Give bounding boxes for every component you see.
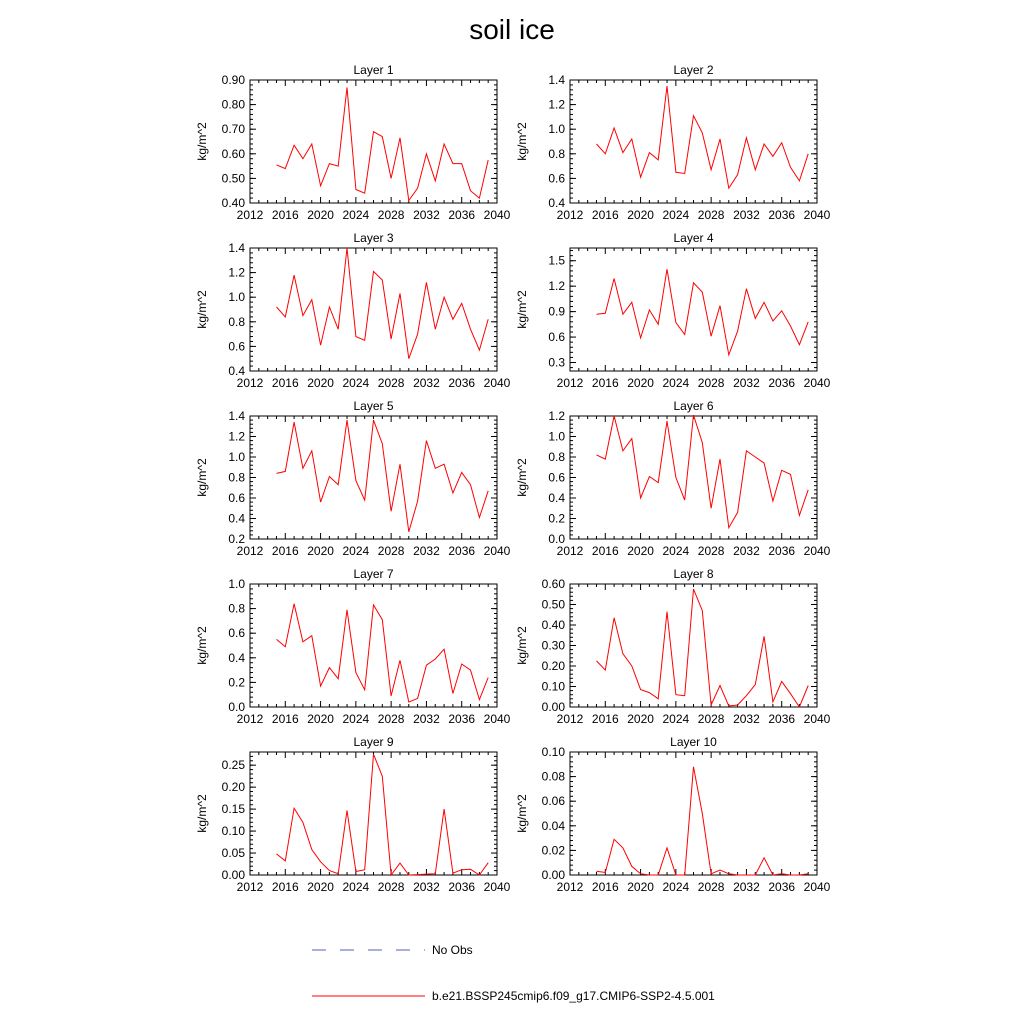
x-tick-label: 2028 xyxy=(697,376,725,390)
x-tick-label: 2040 xyxy=(803,544,831,558)
panel-title: Layer 9 xyxy=(353,735,394,749)
y-tick-label: 0.20 xyxy=(541,659,565,673)
panel-title: Layer 7 xyxy=(353,567,394,581)
x-tick-label: 2020 xyxy=(307,880,334,894)
y-tick-label: 0.8 xyxy=(228,470,245,485)
x-tick-label: 2024 xyxy=(342,880,370,894)
x-tick-label: 2036 xyxy=(768,208,796,222)
y-tick-label: 0.10 xyxy=(541,745,565,759)
x-tick-label: 2036 xyxy=(448,544,476,558)
x-tick-label: 2032 xyxy=(413,712,440,726)
x-tick-label: 2036 xyxy=(768,712,796,726)
x-tick-label: 2012 xyxy=(236,880,264,894)
y-tick-label: 0.8 xyxy=(228,314,245,329)
x-tick-label: 2020 xyxy=(307,376,334,390)
x-tick-label: 2040 xyxy=(803,712,831,726)
x-tick-label: 2020 xyxy=(627,544,654,558)
x-tick-label: 2032 xyxy=(733,376,760,390)
y-tick-label: 0.40 xyxy=(541,618,565,632)
y-tick-label: 0.50 xyxy=(541,597,565,612)
x-tick-label: 2016 xyxy=(271,712,299,726)
y-tick-label: 1.2 xyxy=(228,265,245,280)
y-tick-label: 1.2 xyxy=(548,279,565,294)
x-tick-label: 2024 xyxy=(662,712,690,726)
panel-title: Layer 8 xyxy=(673,567,714,581)
y-tick-label: 0.4 xyxy=(228,511,245,526)
y-tick-label: 0.2 xyxy=(228,675,245,690)
x-tick-label: 2032 xyxy=(733,880,760,894)
panel-layer-6 xyxy=(515,399,831,558)
panel-title: Layer 3 xyxy=(353,231,394,245)
panel-layer-5 xyxy=(195,399,511,558)
x-tick-label: 2024 xyxy=(662,880,690,894)
y-tick-label: 0.08 xyxy=(541,769,565,784)
x-tick-label: 2016 xyxy=(591,208,619,222)
y-tick-label: 1.0 xyxy=(228,450,245,464)
y-tick-label: 0.0 xyxy=(548,532,565,546)
y-tick-label: 0.9 xyxy=(548,304,565,319)
x-tick-label: 2024 xyxy=(342,712,370,726)
x-tick-label: 2028 xyxy=(377,544,405,558)
y-tick-label: 0.4 xyxy=(228,650,245,665)
y-tick-label: 1.5 xyxy=(548,253,565,268)
y-tick-label: 0.2 xyxy=(548,511,565,526)
y-axis-label: kg/m^2 xyxy=(515,122,529,161)
y-tick-label: 0.3 xyxy=(548,355,565,370)
panel-layer-9 xyxy=(195,735,511,894)
x-tick-label: 2028 xyxy=(377,376,405,390)
panel-layer-3 xyxy=(195,231,511,390)
panel-layer-8 xyxy=(515,567,831,726)
x-tick-label: 2012 xyxy=(556,208,584,222)
x-tick-label: 2040 xyxy=(483,880,511,894)
legend-item xyxy=(312,943,473,957)
x-tick-label: 2036 xyxy=(448,712,476,726)
x-tick-label: 2020 xyxy=(627,880,654,894)
y-tick-label: 0.6 xyxy=(228,339,245,354)
plot-frame xyxy=(250,584,497,707)
x-tick-label: 2032 xyxy=(413,376,440,390)
y-tick-label: 1.2 xyxy=(548,97,565,112)
x-tick-label: 2032 xyxy=(413,880,440,894)
x-tick-label: 2016 xyxy=(591,376,619,390)
x-tick-label: 2028 xyxy=(697,208,725,222)
x-tick-label: 2032 xyxy=(733,544,760,558)
y-tick-label: 0.04 xyxy=(541,818,565,833)
series-line xyxy=(597,589,809,707)
x-tick-label: 2016 xyxy=(591,880,619,894)
y-tick-label: 1.2 xyxy=(548,409,565,423)
y-tick-label: 0.6 xyxy=(548,470,565,485)
x-tick-label: 2016 xyxy=(591,712,619,726)
plot-frame xyxy=(570,80,817,203)
y-tick-label: 0.25 xyxy=(221,758,245,773)
y-tick-label: 1.2 xyxy=(228,429,245,444)
x-tick-label: 2020 xyxy=(627,208,654,222)
series-line xyxy=(597,415,809,528)
y-tick-label: 0.02 xyxy=(541,843,565,858)
y-tick-label: 1.0 xyxy=(548,122,565,137)
y-axis-label: kg/m^2 xyxy=(515,290,529,329)
panel-layer-10 xyxy=(515,735,831,894)
x-tick-label: 2016 xyxy=(271,880,299,894)
y-tick-label: 0.00 xyxy=(221,868,245,882)
x-tick-label: 2036 xyxy=(448,376,476,390)
x-tick-label: 2032 xyxy=(733,208,760,222)
y-tick-label: 0.80 xyxy=(221,97,245,112)
x-tick-label: 2024 xyxy=(662,544,690,558)
x-tick-label: 2036 xyxy=(768,544,796,558)
x-tick-label: 2012 xyxy=(236,376,264,390)
x-tick-label: 2020 xyxy=(307,712,334,726)
x-tick-label: 2040 xyxy=(483,376,511,390)
x-tick-label: 2012 xyxy=(556,544,584,558)
panel-title: Layer 6 xyxy=(673,399,714,413)
series-line xyxy=(277,754,489,875)
x-tick-label: 2040 xyxy=(803,880,831,894)
panel-title: Layer 10 xyxy=(670,735,717,749)
y-tick-label: 0.10 xyxy=(541,679,565,694)
x-tick-label: 2028 xyxy=(377,712,405,726)
x-tick-label: 2012 xyxy=(236,712,264,726)
y-tick-label: 0.8 xyxy=(228,601,245,616)
y-tick-label: 0.90 xyxy=(221,73,245,87)
x-tick-label: 2024 xyxy=(662,208,690,222)
x-tick-label: 2020 xyxy=(307,208,334,222)
panel-title: Layer 5 xyxy=(353,399,394,413)
legend-label: No Obs xyxy=(432,943,473,957)
y-tick-label: 0.6 xyxy=(548,171,565,186)
y-axis-label: kg/m^2 xyxy=(515,458,529,497)
y-tick-label: 0.40 xyxy=(221,196,245,210)
y-tick-label: 0.10 xyxy=(221,824,245,839)
plot-frame xyxy=(250,80,497,203)
x-tick-label: 2032 xyxy=(413,208,440,222)
x-tick-label: 2040 xyxy=(803,208,831,222)
x-tick-label: 2036 xyxy=(448,880,476,894)
panel-layer-4 xyxy=(515,231,831,390)
y-tick-label: 1.0 xyxy=(548,429,565,444)
y-axis-label: kg/m^2 xyxy=(195,626,209,665)
y-tick-label: 0.00 xyxy=(541,700,565,714)
x-tick-label: 2020 xyxy=(307,544,334,558)
x-tick-label: 2012 xyxy=(556,880,584,894)
y-tick-label: 1.4 xyxy=(228,241,245,255)
x-tick-label: 2012 xyxy=(236,208,264,222)
x-tick-label: 2040 xyxy=(483,544,511,558)
panel-title: Layer 4 xyxy=(673,231,714,245)
series-line xyxy=(277,87,489,200)
y-tick-label: 0.50 xyxy=(221,171,245,186)
y-tick-label: 0.6 xyxy=(548,330,565,345)
x-tick-label: 2012 xyxy=(556,712,584,726)
panel-title: Layer 2 xyxy=(673,63,714,77)
panel-layer-1 xyxy=(195,63,511,222)
x-tick-label: 2024 xyxy=(662,376,690,390)
x-tick-label: 2028 xyxy=(697,544,725,558)
x-tick-label: 2012 xyxy=(556,376,584,390)
y-tick-label: 0.2 xyxy=(228,532,245,546)
x-tick-label: 2036 xyxy=(768,376,796,390)
series-line xyxy=(277,420,489,532)
series-line xyxy=(597,86,809,188)
y-axis-label: kg/m^2 xyxy=(515,626,529,665)
x-tick-label: 2024 xyxy=(342,544,370,558)
x-tick-label: 2016 xyxy=(271,208,299,222)
y-tick-label: 1.0 xyxy=(228,577,245,591)
panel-layer-2 xyxy=(515,63,831,222)
panel-title: Layer 1 xyxy=(353,63,394,77)
y-tick-label: 0.60 xyxy=(221,146,245,161)
series-line xyxy=(597,767,809,875)
x-tick-label: 2040 xyxy=(803,376,831,390)
x-tick-label: 2032 xyxy=(733,712,760,726)
x-tick-label: 2028 xyxy=(697,880,725,894)
panel-layer-7 xyxy=(195,567,511,726)
series-line xyxy=(277,604,489,702)
y-tick-label: 1.4 xyxy=(548,73,565,87)
y-tick-label: 0.60 xyxy=(541,577,565,591)
y-tick-label: 0.30 xyxy=(541,638,565,653)
x-tick-label: 2032 xyxy=(413,544,440,558)
x-tick-label: 2024 xyxy=(342,208,370,222)
y-tick-label: 0.6 xyxy=(228,626,245,641)
y-axis-label: kg/m^2 xyxy=(195,458,209,497)
x-tick-label: 2020 xyxy=(627,712,654,726)
x-tick-label: 2020 xyxy=(627,376,654,390)
series-line xyxy=(597,269,809,355)
x-tick-label: 2016 xyxy=(271,544,299,558)
x-tick-label: 2012 xyxy=(236,544,264,558)
plot-frame xyxy=(570,584,817,707)
y-tick-label: 0.4 xyxy=(548,491,565,505)
y-tick-label: 0.4 xyxy=(548,196,565,210)
plot-frame xyxy=(570,248,817,371)
y-axis-label: kg/m^2 xyxy=(195,122,209,161)
plot-frame xyxy=(250,752,497,875)
x-tick-label: 2028 xyxy=(697,712,725,726)
y-tick-label: 0.06 xyxy=(541,794,565,809)
y-axis-label: kg/m^2 xyxy=(195,794,209,833)
x-tick-label: 2024 xyxy=(342,376,370,390)
y-tick-label: 0.0 xyxy=(228,700,245,714)
legend-item xyxy=(312,989,715,1003)
x-tick-label: 2036 xyxy=(768,880,796,894)
y-tick-label: 0.05 xyxy=(221,846,245,861)
y-tick-label: 0.4 xyxy=(228,364,245,378)
figure-title: soil ice xyxy=(469,14,555,45)
x-tick-label: 2040 xyxy=(483,712,511,726)
y-tick-label: 0.8 xyxy=(548,146,565,161)
x-tick-label: 2040 xyxy=(483,208,511,222)
y-axis-label: kg/m^2 xyxy=(515,794,529,833)
y-tick-label: 0.20 xyxy=(221,780,245,795)
y-tick-label: 0.15 xyxy=(221,802,245,817)
legend xyxy=(312,943,715,1003)
x-tick-label: 2016 xyxy=(271,376,299,390)
x-tick-label: 2028 xyxy=(377,880,405,894)
y-tick-label: 0.70 xyxy=(221,122,245,137)
y-tick-label: 0.00 xyxy=(541,868,565,882)
y-tick-label: 1.0 xyxy=(228,290,245,305)
x-tick-label: 2028 xyxy=(377,208,405,222)
x-tick-label: 2036 xyxy=(448,208,476,222)
series-line xyxy=(277,248,489,359)
y-tick-label: 1.4 xyxy=(228,409,245,423)
legend-label: b.e21.BSSP245cmip6.f09_g17.CMIP6-SSP2-4.5.001 xyxy=(432,989,715,1003)
y-axis-label: kg/m^2 xyxy=(195,290,209,329)
y-tick-label: 0.6 xyxy=(228,491,245,505)
y-tick-label: 0.8 xyxy=(548,450,565,464)
x-tick-label: 2016 xyxy=(591,544,619,558)
